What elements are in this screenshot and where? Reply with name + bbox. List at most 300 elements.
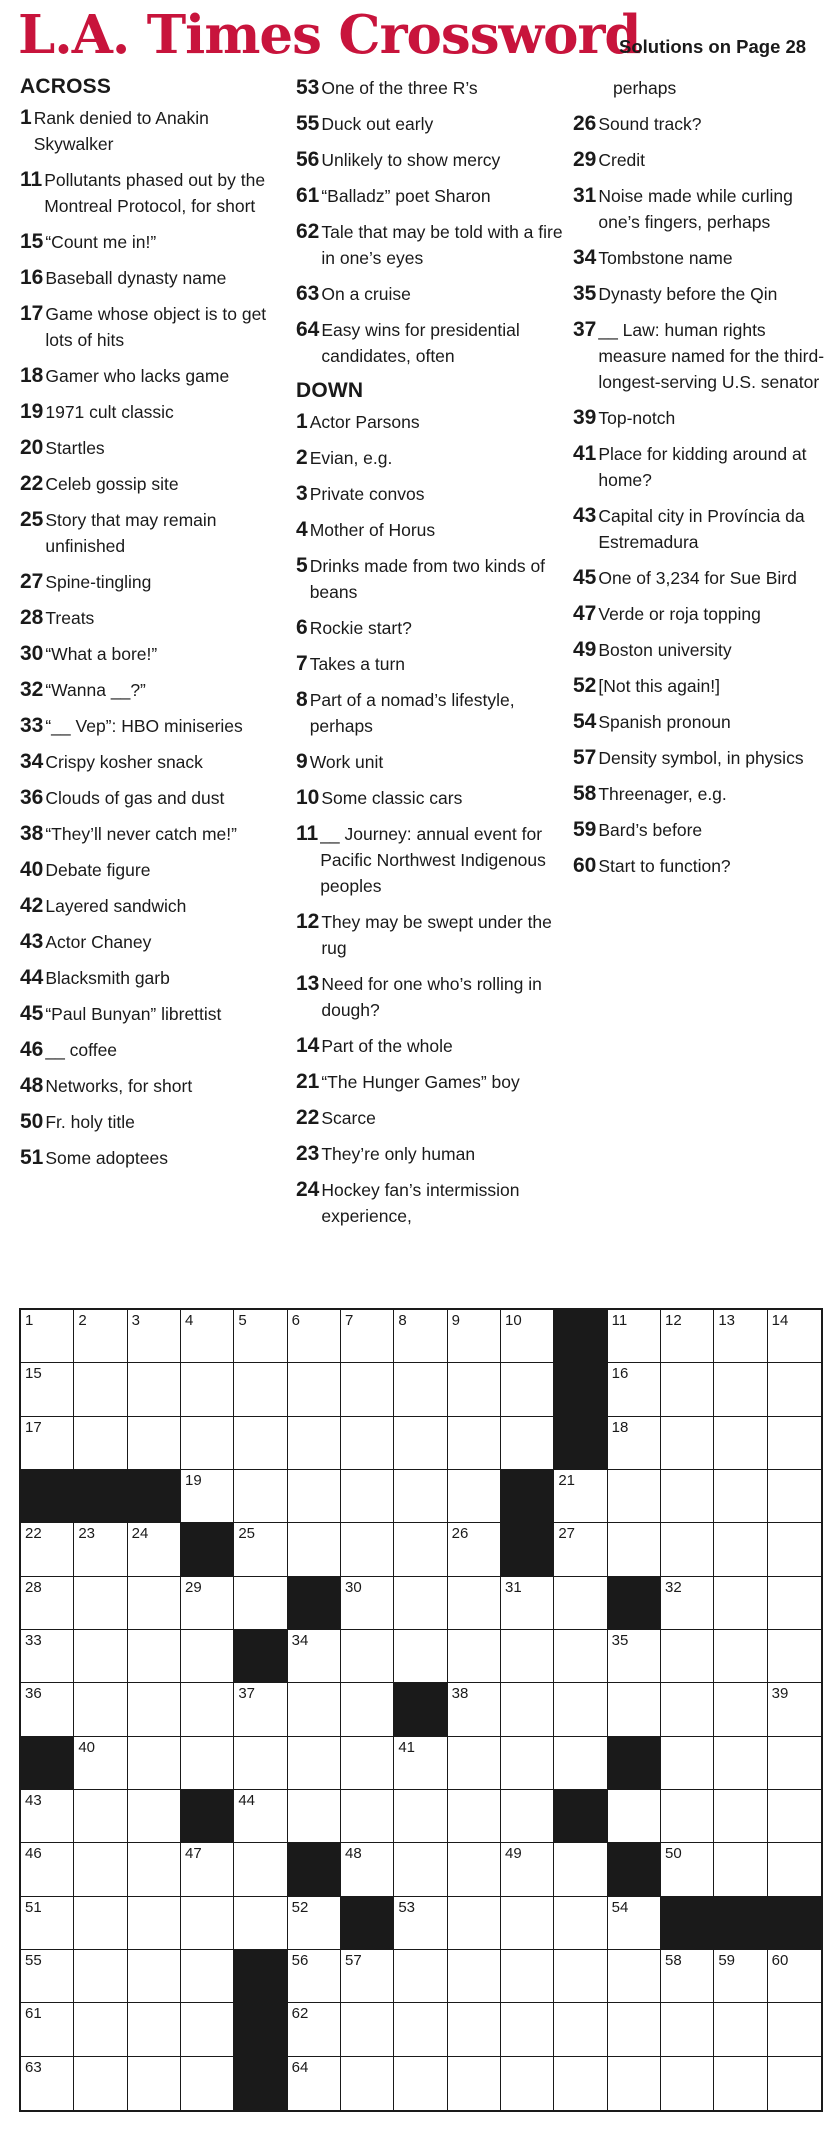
down-clue-37[interactable] xyxy=(573,317,825,395)
grid-cell[interactable] xyxy=(448,1843,501,1896)
grid-cell[interactable] xyxy=(714,1470,767,1523)
grid-cell[interactable] xyxy=(714,2003,767,2056)
grid-cell[interactable] xyxy=(74,2057,127,2110)
grid-cell[interactable] xyxy=(661,1523,714,1576)
across-clue-18[interactable] xyxy=(20,363,290,389)
grid-cell[interactable] xyxy=(501,2057,554,2110)
grid-cell[interactable] xyxy=(448,2003,501,2056)
down-clue-3[interactable] xyxy=(296,481,566,507)
grid-cell[interactable] xyxy=(394,1523,447,1576)
across-clue-36[interactable] xyxy=(20,785,290,811)
grid-cell[interactable] xyxy=(74,1843,127,1896)
grid-cell[interactable] xyxy=(608,1523,661,1576)
grid-cell[interactable] xyxy=(74,1790,127,1843)
across-clue-55[interactable] xyxy=(296,111,566,137)
grid-cell[interactable] xyxy=(501,1417,554,1470)
grid-cell[interactable] xyxy=(661,1843,714,1896)
grid-cell[interactable] xyxy=(288,1523,341,1576)
grid-cell[interactable] xyxy=(288,1950,341,2003)
grid-cell[interactable] xyxy=(341,1363,394,1416)
grid-cell[interactable] xyxy=(128,1577,181,1630)
grid-cell[interactable] xyxy=(714,1737,767,1790)
down-clue-22[interactable] xyxy=(296,1105,566,1131)
grid-cell[interactable] xyxy=(288,2003,341,2056)
grid-cell[interactable] xyxy=(288,1683,341,1736)
down-clue-26[interactable] xyxy=(573,111,825,137)
down-clue-5[interactable] xyxy=(296,553,566,605)
across-clue-43[interactable] xyxy=(20,929,290,955)
across-clue-25[interactable] xyxy=(20,507,290,559)
cell-number: 49 xyxy=(504,1845,522,1863)
clue-text: Threenager, e.g. xyxy=(598,784,727,804)
grid-cell[interactable] xyxy=(128,1790,181,1843)
clue-text: Credit xyxy=(598,150,646,170)
down-clue-2[interactable] xyxy=(296,445,566,471)
across-clue-38[interactable] xyxy=(20,821,290,847)
clue-text: Some classic cars xyxy=(321,788,463,808)
grid-cell[interactable] xyxy=(21,1310,74,1363)
grid-cell[interactable] xyxy=(554,2003,607,2056)
grid-cell[interactable] xyxy=(448,1417,501,1470)
grid-cell[interactable] xyxy=(74,1310,127,1363)
grid-cell[interactable] xyxy=(448,1470,501,1523)
grid-cell[interactable] xyxy=(234,1523,287,1576)
across-clue-62[interactable] xyxy=(296,219,566,271)
grid-cell[interactable] xyxy=(128,2057,181,2110)
grid-cell[interactable] xyxy=(501,1683,554,1736)
across-clue-33[interactable] xyxy=(20,713,290,739)
grid-cell[interactable] xyxy=(394,1737,447,1790)
clue-text: One of 3,234 for Sue Bird xyxy=(598,568,797,588)
cell-number: 46 xyxy=(25,1845,42,1863)
grid-cell[interactable] xyxy=(128,1363,181,1416)
grid-cell[interactable] xyxy=(714,1950,767,2003)
grid-cell[interactable] xyxy=(21,2057,74,2110)
across-clue-16[interactable] xyxy=(20,265,290,291)
across-clue-42[interactable] xyxy=(20,893,290,919)
grid-cell[interactable] xyxy=(394,1897,447,1950)
across-clue-19[interactable] xyxy=(20,399,290,425)
grid-cell[interactable] xyxy=(768,2057,821,2110)
grid-cell[interactable] xyxy=(448,2057,501,2110)
grid-cell[interactable] xyxy=(608,1950,661,2003)
grid-cell[interactable] xyxy=(181,1683,234,1736)
clue-column-2 xyxy=(296,75,566,1239)
grid-cell[interactable] xyxy=(768,1417,821,1470)
grid-cell[interactable] xyxy=(288,1417,341,1470)
across-clue-27[interactable] xyxy=(20,569,290,595)
grid-cell[interactable] xyxy=(128,1737,181,1790)
down-clue-24[interactable] xyxy=(296,1177,566,1229)
down-clue-47[interactable] xyxy=(573,601,825,627)
grid-cell[interactable] xyxy=(714,1310,767,1363)
grid-cell[interactable] xyxy=(394,1577,447,1630)
grid-cell[interactable] xyxy=(181,1950,234,2003)
down-clue-13[interactable] xyxy=(296,971,566,1023)
grid-cell[interactable] xyxy=(448,1737,501,1790)
grid-cell[interactable] xyxy=(608,1683,661,1736)
grid-cell[interactable] xyxy=(394,1470,447,1523)
grid-cell[interactable] xyxy=(21,1417,74,1470)
grid-cell[interactable] xyxy=(714,1683,767,1736)
grid-cell[interactable] xyxy=(341,1310,394,1363)
down-clue-52[interactable] xyxy=(573,673,825,699)
grid-cell[interactable] xyxy=(234,1577,287,1630)
clue-text: Verde or roja topping xyxy=(598,604,761,624)
across-clue-40[interactable] xyxy=(20,857,290,883)
grid-cell[interactable] xyxy=(714,1790,767,1843)
grid-cell[interactable] xyxy=(128,1897,181,1950)
down-clue-10[interactable] xyxy=(296,785,566,811)
grid-cell[interactable] xyxy=(74,1737,127,1790)
grid-cell[interactable] xyxy=(341,1577,394,1630)
grid-cell[interactable] xyxy=(501,1630,554,1683)
grid-cell[interactable] xyxy=(341,1737,394,1790)
grid-cell[interactable] xyxy=(714,2057,767,2110)
down-clue-23[interactable] xyxy=(296,1141,566,1167)
grid-cell[interactable] xyxy=(768,1470,821,1523)
grid-cell[interactable] xyxy=(661,1310,714,1363)
grid-cell[interactable] xyxy=(181,1897,234,1950)
grid-cell[interactable] xyxy=(181,2003,234,2056)
grid-cell[interactable] xyxy=(288,1310,341,1363)
down-clue-43[interactable] xyxy=(573,503,825,555)
down-clue-12[interactable] xyxy=(296,909,566,961)
down-clue-57[interactable] xyxy=(573,745,825,771)
grid-cell[interactable] xyxy=(554,1950,607,2003)
grid-cell[interactable] xyxy=(768,1843,821,1896)
grid-cell[interactable] xyxy=(74,1417,127,1470)
grid-cell[interactable] xyxy=(768,1950,821,2003)
grid-cell[interactable] xyxy=(714,1843,767,1896)
grid-cell[interactable] xyxy=(768,1577,821,1630)
grid-cell[interactable] xyxy=(768,1790,821,1843)
grid-cell[interactable] xyxy=(661,1577,714,1630)
grid-cell[interactable] xyxy=(341,1950,394,2003)
clue-text: “What a bore!” xyxy=(45,644,158,664)
grid-cell[interactable] xyxy=(714,1363,767,1416)
grid-cell[interactable] xyxy=(21,1683,74,1736)
grid-cell[interactable] xyxy=(448,1897,501,1950)
grid-cell[interactable] xyxy=(128,1417,181,1470)
grid-cell[interactable] xyxy=(394,2003,447,2056)
grid-cell[interactable] xyxy=(181,1470,234,1523)
grid-cell[interactable] xyxy=(661,1737,714,1790)
grid-cell[interactable] xyxy=(554,1523,607,1576)
across-clue-1[interactable] xyxy=(20,105,290,157)
grid-cell[interactable] xyxy=(554,1630,607,1683)
cell-number: 19 xyxy=(184,1471,202,1489)
grid-cell[interactable] xyxy=(394,1417,447,1470)
grid-cell[interactable] xyxy=(128,1523,181,1576)
grid-cell[interactable] xyxy=(661,2057,714,2110)
grid-cell[interactable] xyxy=(394,2057,447,2110)
across-clue-45[interactable] xyxy=(20,1001,290,1027)
clue-column-3 xyxy=(573,75,825,889)
clue-number: 24 xyxy=(296,1178,320,1201)
grid-cell[interactable] xyxy=(288,1470,341,1523)
grid-cell[interactable] xyxy=(608,2057,661,2110)
down-clue-45[interactable] xyxy=(573,565,825,591)
grid-cell[interactable] xyxy=(554,1577,607,1630)
grid-cell[interactable] xyxy=(74,1683,127,1736)
across-clue-28[interactable] xyxy=(20,605,290,631)
grid-cell[interactable] xyxy=(661,2003,714,2056)
down-clue-35[interactable] xyxy=(573,281,825,307)
grid-cell[interactable] xyxy=(128,1843,181,1896)
grid-cell[interactable] xyxy=(74,1523,127,1576)
grid-cell[interactable] xyxy=(661,1470,714,1523)
grid-cell[interactable] xyxy=(768,2003,821,2056)
grid-cell[interactable] xyxy=(21,1897,74,1950)
down-clue-9[interactable] xyxy=(296,749,566,775)
grid-cell[interactable] xyxy=(608,1363,661,1416)
grid-cell[interactable] xyxy=(288,1630,341,1683)
grid-cell[interactable] xyxy=(341,1683,394,1736)
grid-cell[interactable] xyxy=(501,1577,554,1630)
grid-cell[interactable] xyxy=(608,1310,661,1363)
down-clue-14[interactable] xyxy=(296,1033,566,1059)
grid-cell[interactable] xyxy=(74,1363,127,1416)
clue-text: Rank denied to Anakin Skywalker xyxy=(33,108,209,154)
down-clue-4[interactable] xyxy=(296,517,566,543)
grid-cell[interactable] xyxy=(181,1577,234,1630)
grid-cell[interactable] xyxy=(448,1630,501,1683)
grid-cell[interactable] xyxy=(21,1363,74,1416)
clue-text: Mother of Horus xyxy=(309,520,436,540)
grid-cell[interactable] xyxy=(448,1950,501,2003)
grid-cell[interactable] xyxy=(661,1790,714,1843)
grid-cell[interactable] xyxy=(608,1417,661,1470)
grid-cell[interactable] xyxy=(288,2057,341,2110)
grid-cell[interactable] xyxy=(448,1523,501,1576)
grid-cell[interactable] xyxy=(74,1630,127,1683)
grid-cell[interactable] xyxy=(341,1843,394,1896)
grid-cell[interactable] xyxy=(714,1523,767,1576)
grid-cell[interactable] xyxy=(554,1843,607,1896)
grid-cell[interactable] xyxy=(234,1417,287,1470)
down-clue-11[interactable] xyxy=(296,821,566,899)
grid-cell[interactable] xyxy=(21,1577,74,1630)
grid-cell[interactable] xyxy=(448,1790,501,1843)
grid-cell[interactable] xyxy=(661,1630,714,1683)
grid-cell[interactable] xyxy=(341,1417,394,1470)
grid-cell[interactable] xyxy=(554,1683,607,1736)
grid-cell[interactable] xyxy=(608,1630,661,1683)
grid-cell[interactable] xyxy=(181,1310,234,1363)
down-clue-1[interactable] xyxy=(296,409,566,435)
across-clue-64[interactable] xyxy=(296,317,566,369)
down-clue-24-continuation: perhaps xyxy=(613,78,677,98)
grid-cell[interactable] xyxy=(501,1897,554,1950)
clue-number: 45 xyxy=(573,566,597,589)
grid-cell[interactable] xyxy=(21,1843,74,1896)
grid-cell[interactable] xyxy=(74,2003,127,2056)
grid-cell[interactable] xyxy=(181,1737,234,1790)
grid-cell[interactable] xyxy=(661,1950,714,2003)
grid-cell[interactable] xyxy=(768,1630,821,1683)
down-clue-31[interactable] xyxy=(573,183,825,235)
grid-cell[interactable] xyxy=(714,1417,767,1470)
grid-cell[interactable] xyxy=(234,1843,287,1896)
grid-cell[interactable] xyxy=(128,1950,181,2003)
clue-number: 37 xyxy=(573,318,597,341)
clue-number: 4 xyxy=(296,518,308,541)
grid-cell[interactable] xyxy=(661,1683,714,1736)
grid-cell[interactable] xyxy=(768,1310,821,1363)
down-clue-6[interactable] xyxy=(296,615,566,641)
grid-cell[interactable] xyxy=(394,1790,447,1843)
across-clue-53[interactable] xyxy=(296,75,566,101)
clue-text: Story that may remain unfinished xyxy=(45,510,217,556)
grid-cell[interactable] xyxy=(288,1737,341,1790)
grid-block xyxy=(554,1310,607,1363)
grid-cell[interactable] xyxy=(234,1897,287,1950)
down-clue-54[interactable] xyxy=(573,709,825,735)
grid-cell[interactable] xyxy=(234,1737,287,1790)
grid-cell[interactable] xyxy=(21,1523,74,1576)
grid-cell[interactable] xyxy=(288,1363,341,1416)
grid-cell[interactable] xyxy=(234,1363,287,1416)
grid-cell[interactable] xyxy=(448,1683,501,1736)
grid-cell[interactable] xyxy=(74,1577,127,1630)
grid-cell[interactable] xyxy=(608,1897,661,1950)
across-clue-11[interactable] xyxy=(20,167,290,219)
across-clue-17[interactable] xyxy=(20,301,290,353)
grid-cell[interactable] xyxy=(181,2057,234,2110)
across-clue-48[interactable] xyxy=(20,1073,290,1099)
cell-number: 11 xyxy=(611,1312,628,1329)
grid-cell[interactable] xyxy=(448,1363,501,1416)
across-clue-46[interactable] xyxy=(20,1037,290,1063)
grid-cell[interactable] xyxy=(234,1310,287,1363)
cell-number: 33 xyxy=(25,1631,42,1649)
grid-cell[interactable] xyxy=(181,1417,234,1470)
across-clue-20[interactable] xyxy=(20,435,290,461)
grid-cell[interactable] xyxy=(21,1630,74,1683)
clue-number: 36 xyxy=(20,786,44,809)
grid-cell[interactable] xyxy=(341,1790,394,1843)
across-clue-34[interactable] xyxy=(20,749,290,775)
down-clue-8[interactable] xyxy=(296,687,566,739)
across-clue-51[interactable] xyxy=(20,1145,290,1171)
across-clue-44[interactable] xyxy=(20,965,290,991)
grid-cell[interactable] xyxy=(288,1790,341,1843)
clue-text: “__ Vep”: HBO miniseries xyxy=(45,716,243,736)
grid-cell[interactable] xyxy=(181,1843,234,1896)
down-clue-49[interactable] xyxy=(573,637,825,663)
across-clue-15[interactable] xyxy=(20,229,290,255)
grid-cell[interactable] xyxy=(341,1630,394,1683)
grid-cell[interactable] xyxy=(554,2057,607,2110)
grid-cell[interactable] xyxy=(501,1950,554,2003)
grid-cell[interactable] xyxy=(341,1470,394,1523)
grid-block xyxy=(608,1577,661,1630)
grid-cell[interactable] xyxy=(501,1737,554,1790)
grid-cell[interactable] xyxy=(394,1630,447,1683)
across-clue-32[interactable] xyxy=(20,677,290,703)
grid-cell[interactable] xyxy=(74,1897,127,1950)
down-clue-60[interactable] xyxy=(573,853,825,879)
clue-number: 41 xyxy=(573,442,597,465)
grid-cell[interactable] xyxy=(128,2003,181,2056)
grid-cell[interactable] xyxy=(768,1523,821,1576)
grid-cell[interactable] xyxy=(554,1897,607,1950)
across-clue-61[interactable] xyxy=(296,183,566,209)
across-clue-50[interactable] xyxy=(20,1109,290,1135)
grid-block xyxy=(288,1577,341,1630)
grid-cell[interactable] xyxy=(234,1790,287,1843)
grid-cell[interactable] xyxy=(608,1470,661,1523)
clue-text: Bard’s before xyxy=(598,820,703,840)
grid-cell[interactable] xyxy=(234,1470,287,1523)
grid-cell[interactable] xyxy=(341,1523,394,1576)
down-clue-39[interactable] xyxy=(573,405,825,431)
grid-cell[interactable] xyxy=(394,1363,447,1416)
down-clue-41[interactable] xyxy=(573,441,825,493)
grid-cell[interactable] xyxy=(181,1630,234,1683)
down-clue-34[interactable] xyxy=(573,245,825,271)
grid-cell[interactable] xyxy=(768,1363,821,1416)
grid-cell[interactable] xyxy=(21,1790,74,1843)
grid-cell[interactable] xyxy=(501,2003,554,2056)
grid-cell[interactable] xyxy=(128,1683,181,1736)
grid-cell[interactable] xyxy=(554,1737,607,1790)
down-clue-7[interactable] xyxy=(296,651,566,677)
grid-cell[interactable] xyxy=(394,1843,447,1896)
grid-cell[interactable] xyxy=(661,1417,714,1470)
down-clue-58[interactable] xyxy=(573,781,825,807)
clue-text: “Wanna __?” xyxy=(45,680,146,700)
down-clue-21[interactable] xyxy=(296,1069,566,1095)
grid-cell[interactable] xyxy=(128,1630,181,1683)
grid-cell[interactable] xyxy=(608,2003,661,2056)
grid-cell[interactable] xyxy=(554,1470,607,1523)
across-clue-56[interactable] xyxy=(296,147,566,173)
grid-cell[interactable] xyxy=(448,1310,501,1363)
grid-cell[interactable] xyxy=(288,1897,341,1950)
grid-cell[interactable] xyxy=(394,1950,447,2003)
down-clue-59[interactable] xyxy=(573,817,825,843)
grid-cell[interactable] xyxy=(341,2057,394,2110)
grid-cell[interactable] xyxy=(661,1363,714,1416)
grid-cell[interactable] xyxy=(448,1577,501,1630)
across-clue-22[interactable] xyxy=(20,471,290,497)
across-clue-30[interactable] xyxy=(20,641,290,667)
grid-cell[interactable] xyxy=(501,1843,554,1896)
grid-cell[interactable] xyxy=(501,1790,554,1843)
grid-cell[interactable] xyxy=(74,1950,127,2003)
grid-cell[interactable] xyxy=(608,1790,661,1843)
grid-cell[interactable] xyxy=(394,1310,447,1363)
grid-cell[interactable] xyxy=(768,1683,821,1736)
grid-cell[interactable] xyxy=(128,1310,181,1363)
cell-number: 51 xyxy=(25,1898,42,1916)
down-clue-29[interactable] xyxy=(573,147,825,173)
grid-cell[interactable] xyxy=(714,1630,767,1683)
grid-cell[interactable] xyxy=(501,1363,554,1416)
grid-cell[interactable] xyxy=(234,1683,287,1736)
across-clue-63[interactable] xyxy=(296,281,566,307)
grid-cell[interactable] xyxy=(501,1310,554,1363)
grid-cell[interactable] xyxy=(341,2003,394,2056)
grid-cell[interactable] xyxy=(21,2003,74,2056)
clue-text: Density symbol, in physics xyxy=(598,748,804,768)
grid-cell[interactable] xyxy=(21,1950,74,2003)
grid-cell[interactable] xyxy=(768,1737,821,1790)
grid-cell[interactable] xyxy=(714,1577,767,1630)
grid-cell[interactable] xyxy=(181,1363,234,1416)
